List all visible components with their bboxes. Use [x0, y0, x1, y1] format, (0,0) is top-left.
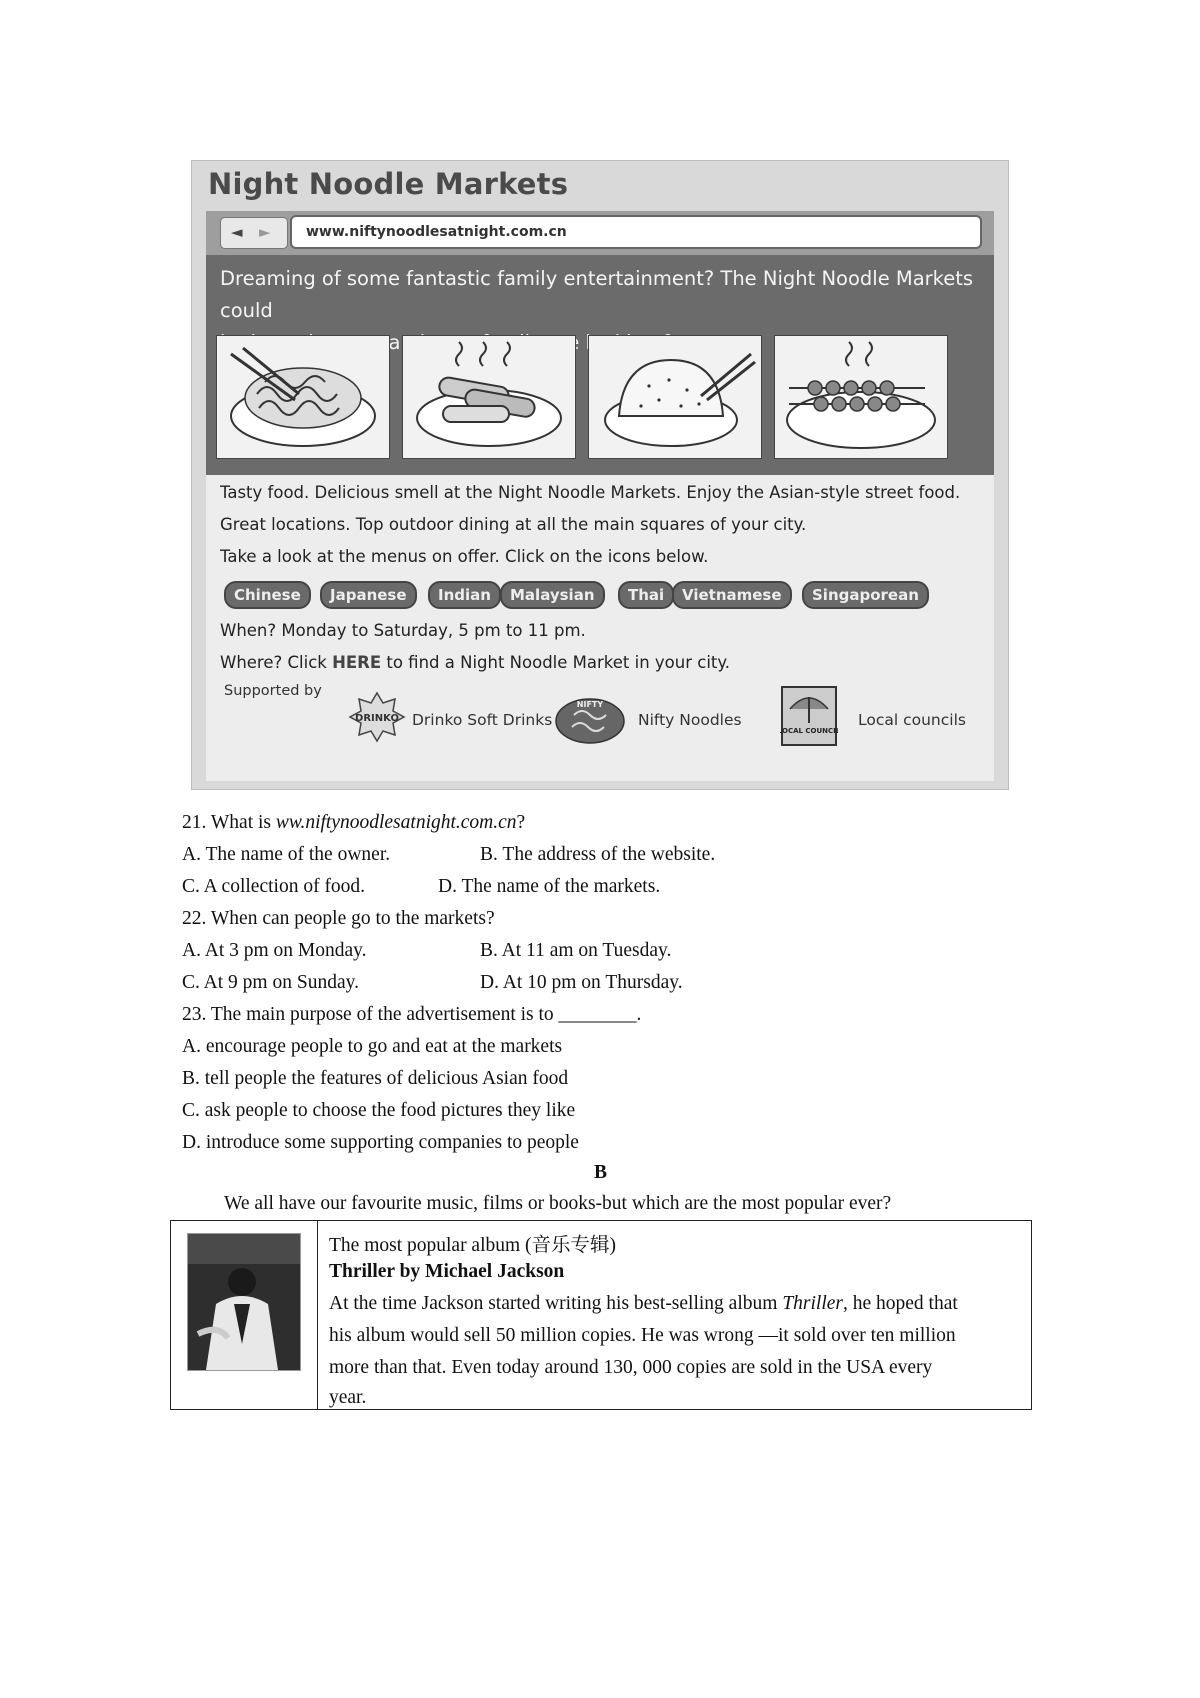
- ad-where-prefix: Where? Click: [220, 653, 333, 672]
- row1-category: The most popular album (音乐专辑): [329, 1235, 617, 1256]
- cuisine-thai-button[interactable]: Thai: [618, 581, 674, 609]
- nifty-logo-text: NIFTY: [576, 700, 604, 709]
- row1-line1-em: Thriller: [782, 1293, 843, 1314]
- spring-rolls-image: [402, 335, 576, 459]
- row1-line1-post: , he hoped that: [843, 1293, 958, 1314]
- popular-items-table: [170, 1220, 1032, 1410]
- q23-option-d: D. introduce some supporting companies to people: [182, 1132, 579, 1153]
- cuisine-japanese-button[interactable]: Japanese: [320, 581, 417, 609]
- row1-text-line: year.: [329, 1387, 367, 1408]
- q21-option-a: A. The name of the owner.: [182, 844, 391, 865]
- thriller-album-cover-image: [187, 1233, 301, 1371]
- drinko-logo-icon: [348, 689, 406, 749]
- question-23: 23. The main purpose of the advertisement is to ________.: [182, 1004, 642, 1025]
- q23-option-c: C. ask people to choose the food pictures they like: [182, 1100, 576, 1121]
- sponsor-nifty-noodles: Nifty Noodles: [638, 711, 742, 729]
- row1-line1-pre: At the time Jackson started writing his best-selling album: [329, 1293, 783, 1314]
- back-arrow-icon: ◄: [231, 223, 243, 241]
- council-logo-text: LOCAL COUNCIL: [780, 727, 838, 735]
- ad-where-suffix: to find a Night Noodle Market in your city.: [381, 653, 731, 672]
- rice-image: [588, 335, 762, 459]
- q21-prefix: 21. What is: [182, 812, 276, 833]
- question-21: [182, 812, 525, 834]
- drinko-logo-text: DRINKO: [355, 713, 399, 724]
- section-b-heading: B: [594, 1162, 608, 1183]
- q22-option-b: B. At 11 am on Tuesday.: [480, 940, 672, 961]
- ad-when: When? Monday to Saturday, 5 pm to 11 pm.: [220, 621, 586, 640]
- nifty-noodles-logo-icon: [554, 695, 626, 749]
- browser-frame: [206, 211, 994, 781]
- q23-option-b: B. tell people the features of delicious Asian food: [182, 1068, 569, 1089]
- row1-title: Thriller by Michael Jackson: [329, 1261, 565, 1282]
- cuisine-singaporean-button[interactable]: Singaporean: [802, 581, 929, 609]
- cuisine-vietnamese-button[interactable]: Vietnamese: [672, 581, 792, 609]
- sponsor-local-councils: Local councils: [858, 711, 966, 729]
- ad-body-line: Great locations. Top outdoor dining at all the main squares of your city.: [220, 515, 807, 534]
- ad-title: Night Noodle Markets: [208, 167, 569, 201]
- ad-intro-line: Dreaming of some fantastic family entertainment? The Night Noodle Markets could: [220, 267, 974, 322]
- q21-suffix: ?: [516, 812, 526, 833]
- forward-arrow-icon: ►: [259, 223, 271, 241]
- ad-body-line: Tasty food. Delicious smell at the Night Noodle Markets. Enjoy the Asian-style street food.: [220, 483, 961, 502]
- local-council-logo-icon: [780, 685, 838, 751]
- cuisine-malaysian-button[interactable]: Malaysian: [500, 581, 605, 609]
- cuisine-chinese-button[interactable]: Chinese: [224, 581, 311, 609]
- ad-where: [220, 653, 730, 672]
- cuisine-indian-button[interactable]: Indian: [428, 581, 501, 609]
- q21-option-c: C. A collection of food.: [182, 876, 366, 897]
- table-column-divider: [317, 1221, 318, 1409]
- ad-body-line: Take a look at the menus on offer. Click on the icons below.: [220, 547, 709, 566]
- advertisement-image: [191, 160, 1009, 790]
- address-bar-url: www.niftynoodlesatnight.com.cn: [306, 224, 567, 240]
- row1-text-line: [329, 1293, 958, 1315]
- noodles-image: [216, 335, 390, 459]
- sponsor-drinko: Drinko Soft Drinks: [412, 711, 553, 729]
- q21-url: ww.niftynoodlesatnight.com.cn: [275, 812, 517, 833]
- section-b-intro: We all have our favourite music, films or books-but which are the most popular ever?: [224, 1193, 892, 1214]
- q22-option-c: C. At 9 pm on Sunday.: [182, 972, 359, 993]
- question-22: 22. When can people go to the markets?: [182, 908, 495, 929]
- address-bar: [290, 215, 982, 249]
- q21-option-b: B. The address of the website.: [480, 844, 716, 865]
- q22-option-a: A. At 3 pm on Monday.: [182, 940, 367, 961]
- supported-by-label: Supported by: [224, 683, 322, 699]
- q22-option-d: D. At 10 pm on Thursday.: [480, 972, 683, 993]
- q23-option-a: A. encourage people to go and eat at the markets: [182, 1036, 563, 1057]
- ad-content: [206, 475, 994, 781]
- q21-option-d: D. The name of the markets.: [438, 876, 661, 897]
- here-link[interactable]: HERE: [332, 653, 382, 672]
- browser-nav-buttons: [220, 217, 288, 249]
- row1-text-line: his album would sell 50 million copies. He was wrong —it sold over ten million: [329, 1325, 956, 1346]
- satay-skewers-image: [774, 335, 948, 459]
- row1-text-line: more than that. Even today around 130, 000 copies are sold in the USA every: [329, 1357, 933, 1378]
